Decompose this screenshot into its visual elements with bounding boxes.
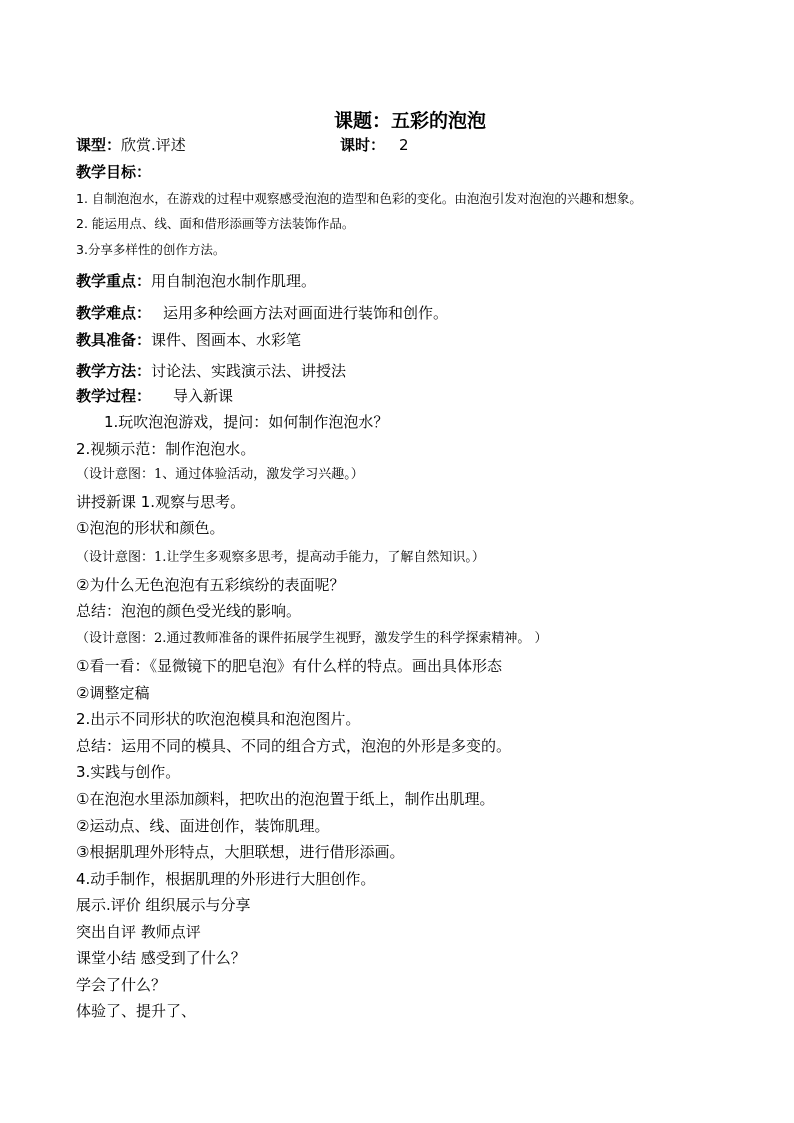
process-row xyxy=(76,386,233,406)
process-line: 2.视频示范：制作泡泡水。 xyxy=(76,440,256,458)
key-point-label: 教学重点： xyxy=(76,272,152,290)
process-label: 教学过程： xyxy=(76,387,152,405)
lesson-hours-label: 课时： xyxy=(340,136,386,154)
process-line: ②运动点、线、面进创作，装饰肌理。 xyxy=(76,817,330,835)
process-line: 课堂小结 感受到了什么？ xyxy=(76,949,246,967)
methods-value: 讨论法、实践演示法、讲授法 xyxy=(151,362,347,380)
tools-row xyxy=(76,330,301,350)
process-line: ①看一看：《显微镜下的肥皂泡》有什么样的特点。画出具体形态 xyxy=(76,657,502,675)
process-line: 3.实践与创作。 xyxy=(76,763,181,781)
lesson-type-value: 欣赏.评述 xyxy=(121,136,186,154)
goal-item: 1. 自制泡泡水，在游戏的过程中观察感受泡泡的造型和色彩的变化。由泡泡引发对泡泡的兴趣和想象。 xyxy=(76,191,642,206)
process-line: ②为什么无色泡泡有五彩缤纷的表面呢？ xyxy=(76,576,345,594)
goal-item: 2. 能运用点、线、面和借形添画等方法装饰作品。 xyxy=(76,216,355,231)
process-line: 讲授新课 1.观察与思考。 xyxy=(76,493,246,511)
process-line: 总结：运用不同的模具、不同的组合方式，泡泡的外形是多变的。 xyxy=(76,737,512,755)
process-line: 突出自评 教师点评 xyxy=(76,923,201,941)
key-point-value: 用自制泡泡水制作肌理。 xyxy=(151,272,317,290)
tools-value: 课件、图画本、水彩笔 xyxy=(151,331,302,349)
key-point-row xyxy=(76,271,316,291)
design-intent-note: （设计意图：1.让学生多观察多思考，提高动手能力，了解自然知识。） xyxy=(76,550,485,565)
difficulty-label: 教学难点： xyxy=(76,304,152,322)
process-line: 4.动手制作，根据肌理的外形进行大胆创作。 xyxy=(76,870,376,888)
process-line: 1.玩吹泡泡游戏，提问：如何制作泡泡水？ xyxy=(104,413,389,431)
lesson-title: 课题：五彩的泡泡 xyxy=(334,110,487,132)
goal-item: 3.分享多样性的创作方法。 xyxy=(76,242,226,257)
process-line: 体验了、提升了、 xyxy=(76,1002,197,1020)
design-intent-note: （设计意图：1、通过体验活动，激发学习兴趣。） xyxy=(76,467,364,482)
process-line: 学会了什么？ xyxy=(76,976,167,994)
lesson-hours-value: 2 xyxy=(399,136,409,154)
methods-row xyxy=(76,361,346,381)
process-line: ③根据肌理外形特点，大胆联想，进行借形添画。 xyxy=(76,843,405,861)
process-line: ①在泡泡水里添加颜料，把吹出的泡泡置于纸上，制作出肌理。 xyxy=(76,790,495,808)
process-first-step: 导入新课 xyxy=(173,387,234,405)
meta-row xyxy=(76,135,409,155)
difficulty-row xyxy=(76,303,448,323)
goals-label: 教学目标： xyxy=(76,163,152,181)
design-intent-note: （设计意图：2.通过教师准备的课件拓展学生视野，激发学生的科学探索精神。 ） xyxy=(76,631,548,646)
process-line: 2.出示不同形状的吹泡泡模具和泡泡图片。 xyxy=(76,710,361,728)
process-line: 总结：泡泡的颜色受光线的影响。 xyxy=(76,602,302,620)
tools-label: 教具准备： xyxy=(76,331,152,349)
process-line: 展示.评价 组织展示与分享 xyxy=(76,896,251,914)
methods-label: 教学方法： xyxy=(76,362,152,380)
process-line: ①泡泡的形状和颜色。 xyxy=(76,519,225,537)
difficulty-value: 运用多种绘画方法对画面进行装饰和创作。 xyxy=(163,304,449,322)
lesson-type-label: 课型： xyxy=(76,136,122,154)
process-line: ②调整定稿 xyxy=(76,684,150,702)
